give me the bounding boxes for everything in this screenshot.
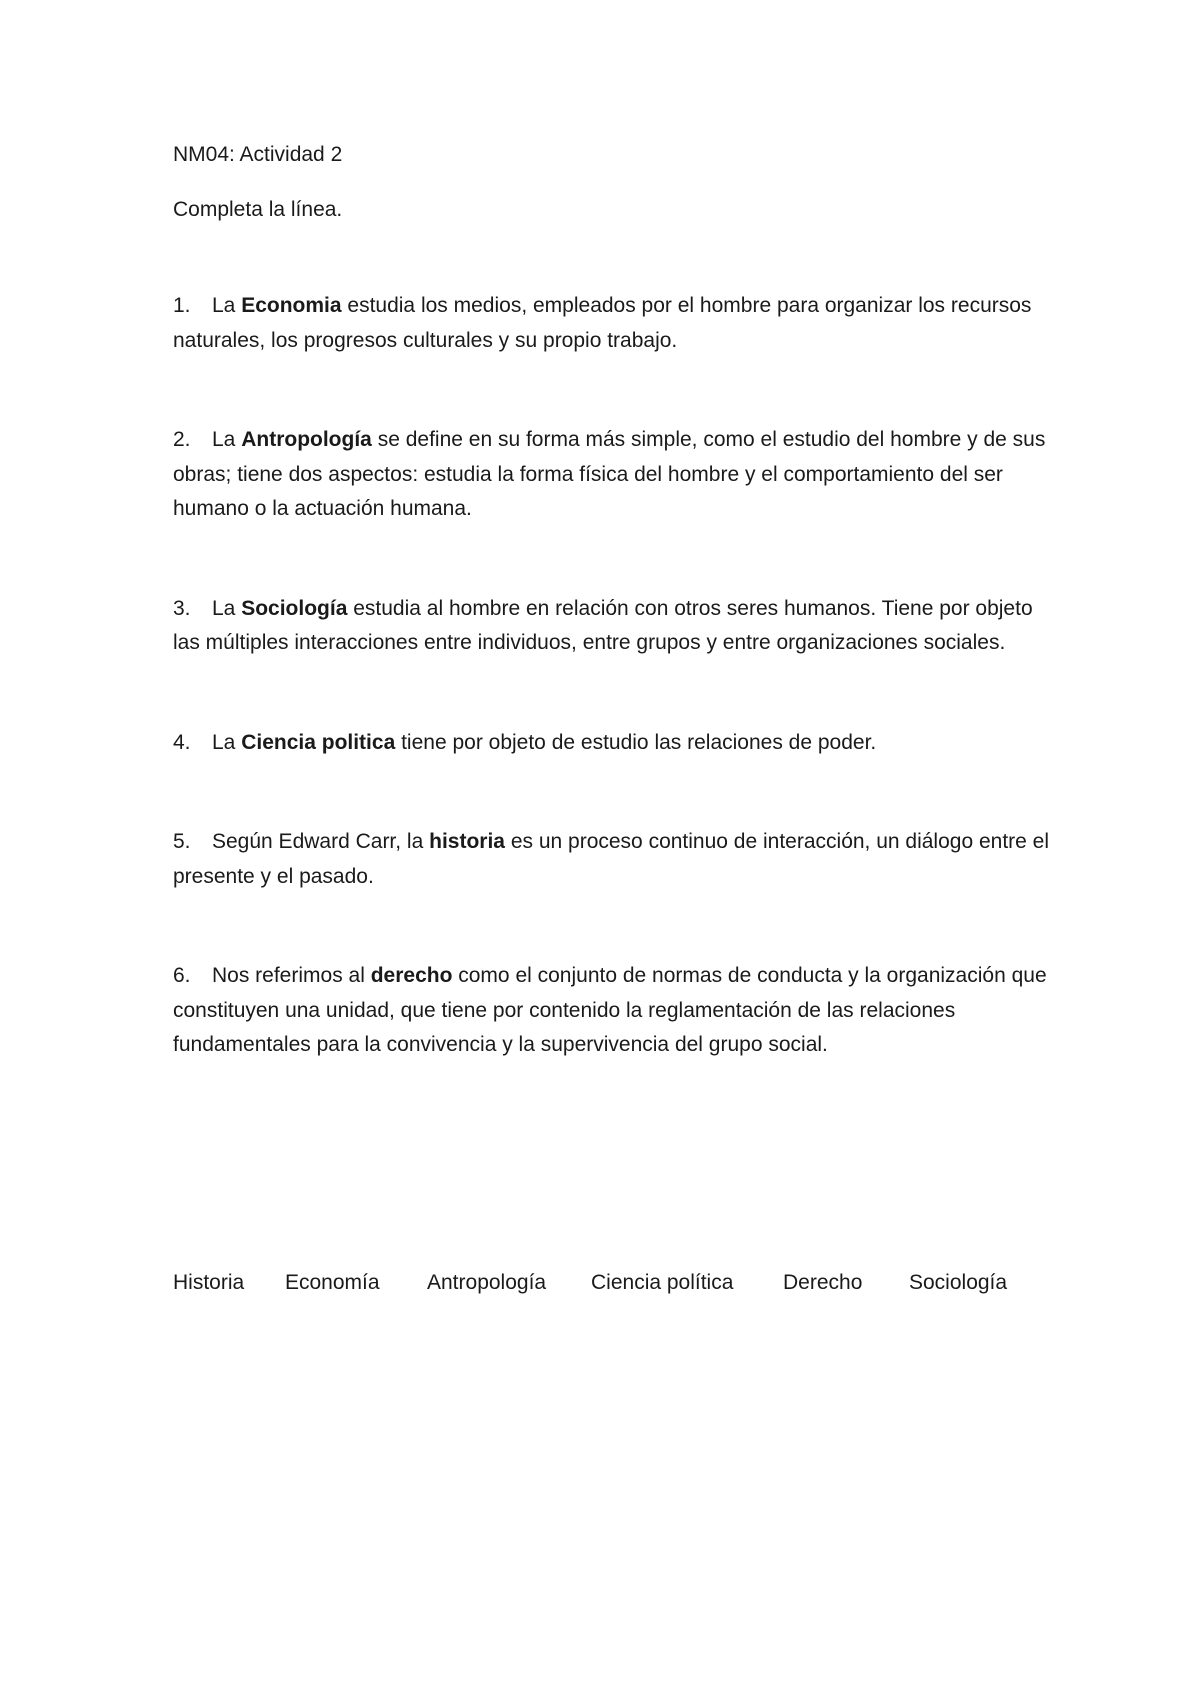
exercise-text bbox=[173, 959, 1053, 1063]
exercise-text bbox=[173, 289, 1053, 358]
exercise-item bbox=[173, 423, 1053, 527]
exercise-item bbox=[173, 592, 1053, 661]
exercise-text-after: estudia al hombre en relación con otros seres humanos. Tiene por objeto las múltiples interacciones entre individuos, entre grupos y entre organizaciones sociales. bbox=[173, 596, 1033, 654]
exercise-text-after: estudia los medios, empleados por el hombre para organizar los recursos naturales, los progresos culturales y su propio trabajo. bbox=[173, 294, 1032, 352]
exercise-text-after: tiene por objeto de estudio las relaciones de poder. bbox=[395, 730, 877, 754]
exercise-number: 1. bbox=[173, 294, 191, 317]
document-body bbox=[173, 138, 1053, 1063]
exercise-answer: Antropología bbox=[241, 428, 372, 451]
exercise-list bbox=[173, 289, 1053, 1063]
exercise-text bbox=[173, 592, 1053, 661]
word-bank-item: Antropología bbox=[427, 1271, 547, 1294]
word-bank-item: Historia bbox=[173, 1271, 245, 1294]
exercise-number: 5. bbox=[173, 830, 191, 853]
word-bank-item: Sociología bbox=[909, 1271, 1008, 1294]
exercise-item bbox=[173, 726, 1053, 761]
exercise-text-before: La bbox=[212, 428, 242, 451]
exercise-text-before: Según Edward Carr, la bbox=[212, 830, 430, 853]
exercise-text-before: La bbox=[212, 596, 242, 620]
exercise-text bbox=[173, 726, 1053, 761]
exercise-number: 6. bbox=[173, 964, 191, 987]
word-bank-item: Economía bbox=[285, 1271, 380, 1294]
exercise-answer: Sociología bbox=[241, 596, 348, 620]
exercise-text bbox=[173, 423, 1053, 527]
exercise-text-after: como el conjunto de normas de conducta y la organización que constituyen una unidad, que tiene por contenido la reglamentación de las relaciones fundamentales para la convivencia y la supervivencia del grupo social. bbox=[173, 964, 1047, 1056]
exercise-answer: Economia bbox=[241, 294, 342, 317]
exercise-number: 4. bbox=[173, 730, 191, 754]
exercise-number: 2. bbox=[173, 428, 191, 451]
exercise-item bbox=[173, 825, 1053, 894]
exercise-text-after: es un proceso continuo de interacción, un diálogo entre el presente y el pasado. bbox=[173, 830, 1050, 888]
word-bank-item: Derecho bbox=[783, 1271, 863, 1294]
exercise-answer: Ciencia politica bbox=[241, 730, 396, 754]
exercise-text-after: se define en su forma más simple, como el estudio del hombre y de sus obras; tiene dos aspectos: estudia la forma física del hombre y el comportamiento del ser humano o la actuación humana. bbox=[173, 428, 1046, 520]
instruction-text: Completa la línea. bbox=[173, 197, 343, 221]
exercise-text bbox=[173, 825, 1053, 894]
exercise-item bbox=[173, 959, 1053, 1063]
exercise-number: 3. bbox=[173, 596, 191, 620]
exercise-answer: historia bbox=[429, 830, 505, 853]
document-title: NM04: Actividad 2 bbox=[173, 143, 343, 166]
exercise-text-before: La bbox=[212, 730, 242, 754]
exercise-answer: derecho bbox=[370, 964, 453, 987]
exercise-item bbox=[173, 289, 1053, 358]
exercise-text-before: La bbox=[212, 294, 242, 317]
word-bank-item: Ciencia política bbox=[591, 1271, 734, 1294]
exercise-text-before: Nos referimos al bbox=[212, 964, 371, 987]
